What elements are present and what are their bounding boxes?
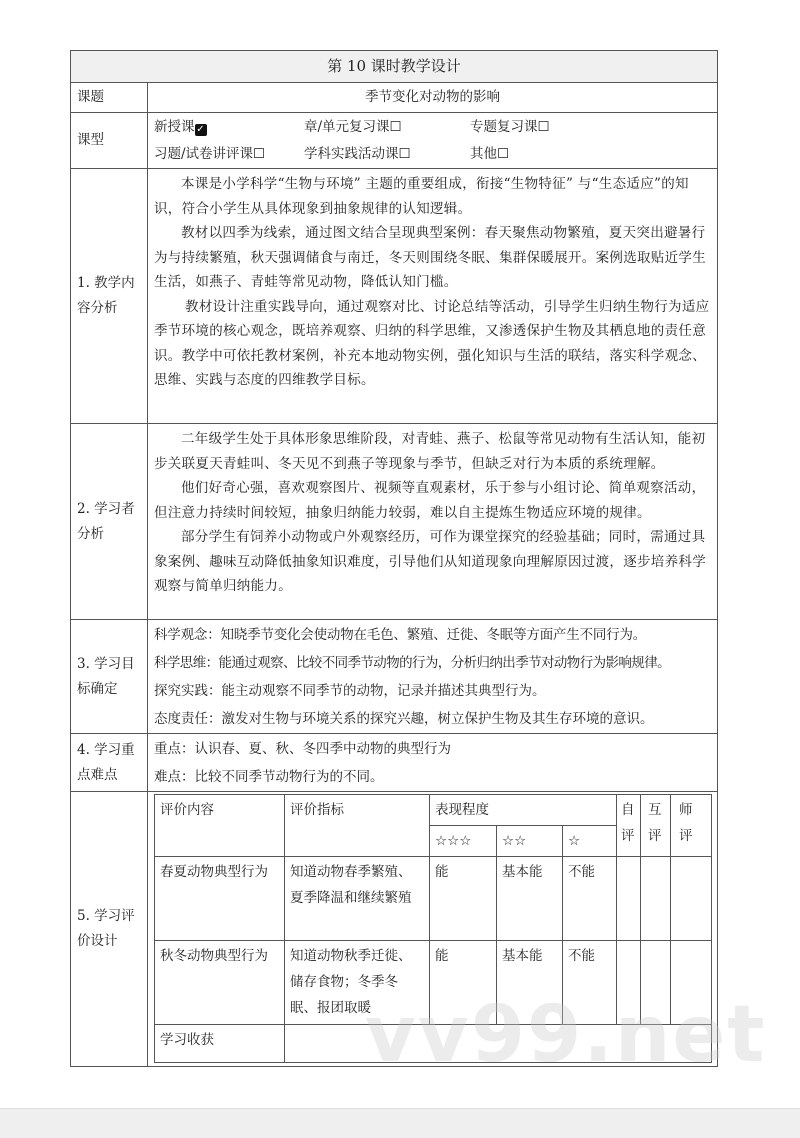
- topic-label: 课题: [71, 83, 148, 113]
- peer-eval-cell[interactable]: [641, 857, 671, 941]
- gain-input-cell[interactable]: [285, 1025, 712, 1063]
- option-unit-review[interactable]: 章/单元复习课☐: [304, 119, 402, 135]
- evaluation-table: [154, 794, 712, 1063]
- option-other[interactable]: 其他☐: [470, 146, 510, 162]
- header-indicator: 评价指标: [285, 795, 430, 857]
- header-self: 自评: [617, 795, 641, 857]
- row-level-3: 能: [430, 941, 497, 1025]
- row-content: 春夏动物典型行为: [155, 857, 285, 941]
- row-level-2: 基本能: [497, 941, 563, 1025]
- header-peer: 互评: [641, 795, 671, 857]
- goal-line: 探究实践：能主动观察不同季节的动物，记录并描述其典型行为。: [154, 683, 546, 699]
- level-1-star: ☆: [563, 826, 617, 857]
- section-2-content: [148, 424, 718, 620]
- paragraph: 本课是小学科学“生物与环境” 主题的重要组成，衔接“生物特征” 与“生态适应”的知识，符合小学生从具体现象到抽象规律的认知逻辑。: [154, 176, 689, 217]
- option-topic-review[interactable]: 专题复习课☐: [470, 119, 550, 135]
- row-indicator: 知道动物春季繁殖、夏季降温和继续繁殖: [285, 857, 430, 941]
- gain-label: 学习收获: [155, 1025, 285, 1063]
- header-content: 评价内容: [155, 795, 285, 857]
- section-4-content: [148, 734, 718, 792]
- key-point: 重点：认识春、夏、秋、冬四季中动物的典型行为: [154, 741, 451, 757]
- paragraph: 他们好奇心强，喜欢观察图片、视频等直观素材，乐于参与小组讨论、简单观察活动，但注意力持续时间较短，抽象归纳能力较弱，难以自主提炼生物适应环境的规律。: [154, 480, 706, 521]
- row-level-2: 基本能: [497, 857, 563, 941]
- teacher-eval-cell[interactable]: [671, 857, 712, 941]
- section-5-content: [148, 792, 718, 1067]
- viewer-bottom-bar: [0, 1108, 800, 1138]
- level-2-stars: ☆☆: [497, 826, 563, 857]
- self-eval-cell[interactable]: [617, 941, 641, 1025]
- row-content: 秋冬动物典型行为: [155, 941, 285, 1025]
- section-2-label: 2. 学习者分析: [71, 424, 148, 620]
- section-1-content: [148, 169, 718, 424]
- lesson-type-options: [148, 113, 718, 169]
- goal-line: 科学思维：能通过观察、比较不同季节动物的行为，分析归纳出季节对动物行为影响规律。: [154, 655, 670, 671]
- document-title: 第 10 课时教学设计: [71, 51, 718, 83]
- row-indicator: 知道动物秋季迁徙、储存食物；冬季冬眠、报团取暖: [285, 941, 430, 1025]
- difficult-point: 难点：比较不同季节动物行为的不同。: [154, 769, 384, 785]
- paragraph: 教材以四季为线索，通过图文结合呈现典型案例：春天聚焦动物繁殖，夏天突出避暑行为与持续繁殖，秋天强调储食与南迁，冬天则围绕冬眠、集群保暖展开。案例选取贴近学生生活，如燕子、青蛙等常见动物，降低认知门槛。: [154, 225, 706, 290]
- section-4-label: 4. 学习重点难点: [71, 734, 148, 792]
- teacher-eval-cell[interactable]: [671, 941, 712, 1025]
- level-3-stars: ☆☆☆: [430, 826, 497, 857]
- peer-eval-cell[interactable]: [641, 941, 671, 1025]
- section-3-label: 3. 学习目标确定: [71, 620, 148, 734]
- option-new-lesson[interactable]: 新授课 ✓: [154, 119, 205, 135]
- section-5-label: 5. 学习评价设计: [71, 792, 148, 1067]
- self-eval-cell[interactable]: [617, 857, 641, 941]
- paragraph: 部分学生有饲养小动物或户外观察经历，可作为课堂探究的经验基础；同时，需通过具象案例、趣味互动降低抽象知识难度，引导他们从知道现象向理解原因过渡，逐步培养科学观察与简单归纳能力。: [154, 529, 706, 594]
- watermark: vv99.net: [365, 990, 767, 1080]
- goal-line: 科学观念：知晓季节变化会使动物在毛色、繁殖、迁徙、冬眠等方面产生不同行为。: [154, 627, 647, 643]
- option-exercise-review[interactable]: 习题/试卷讲评课☐: [154, 146, 266, 162]
- header-level: 表现程度: [430, 795, 617, 826]
- lesson-plan-table: [70, 50, 718, 1067]
- row-level-1: 不能: [563, 941, 617, 1025]
- paragraph: 二年级学生处于具体形象思维阶段，对青蛙、燕子、松鼠等常见动物有生活认知，能初步关联夏天青蛙叫、冬天见不到燕子等现象与季节，但缺乏对行为本质的系统理解。: [154, 431, 706, 472]
- topic-value: 季节变化对动物的影响: [148, 83, 718, 113]
- goal-line: 态度责任：激发对生物与环境关系的探究兴趣，树立保护生物及其生存环境的意识。: [154, 711, 654, 727]
- paragraph: 教材设计注重实践导向，通过观察对比、讨论总结等活动，引导学生归纳生物行为适应季节环境的核心观念，既培养观察、归纳的科学思维，又渗透保护生物及其栖息地的责任意识。教学中可依托教材案例，补充本地动物实例，强化知识与生活的联结，落实科学观念、思维、实践与态度的四维教学目标。: [154, 298, 710, 388]
- lesson-type-label: 课型: [71, 113, 148, 169]
- header-teacher: 师评: [671, 795, 712, 857]
- checkbox-checked-icon[interactable]: ✓: [196, 124, 205, 135]
- row-level-1: 不能: [563, 857, 617, 941]
- row-level-3: 能: [430, 857, 497, 941]
- option-practice-activity[interactable]: 学科实践活动课☐: [304, 146, 411, 162]
- section-3-content: [148, 620, 718, 734]
- section-1-label: 1. 教学内容分析: [71, 169, 148, 424]
